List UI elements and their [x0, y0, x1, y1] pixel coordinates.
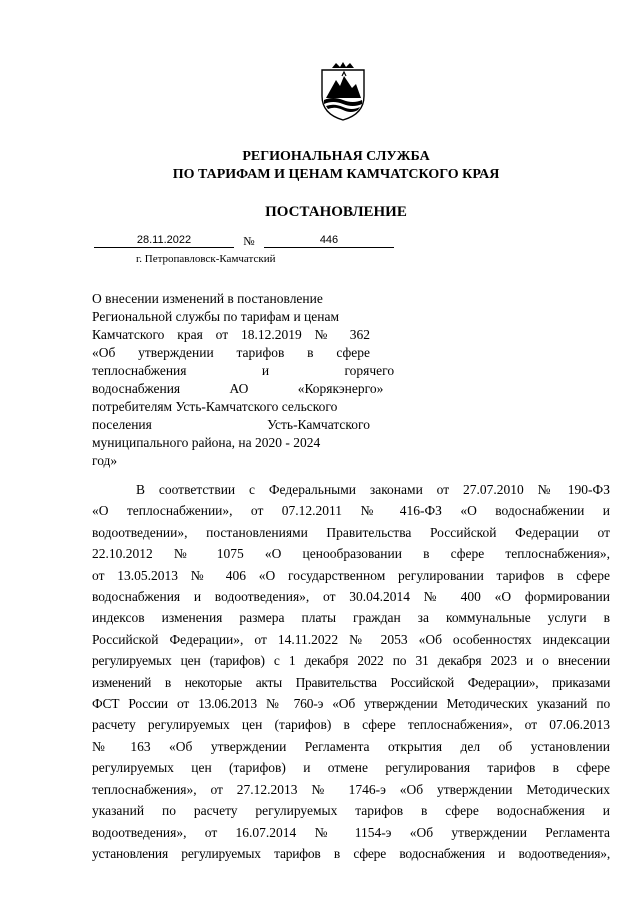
document-number: 446 — [264, 234, 394, 248]
body-line: установления регулируемых тарифов в сфере водоснабжения и водоотведения», — [92, 845, 610, 861]
registration-row — [94, 234, 394, 252]
preamble-paragraph — [92, 479, 610, 864]
document-date: 28.11.2022 — [94, 234, 234, 248]
body-line: расчету регулируемых цен (тарифов) в сфере теплоснабжения», от 07.06.2013 — [92, 717, 610, 733]
org-name-line2: ПО ТАРИФАМ И ЦЕНАМ КАМЧАТСКОГО КРАЯ — [172, 167, 500, 182]
document-type-title: ПОСТАНОВЛЕНИЕ — [265, 204, 407, 220]
body-line: указаний по расчету регулируемых тарифов в сфере водоснабжения и — [92, 803, 610, 819]
body-line: водоснабжения и водоотведения», от 30.04.2014 № 400 «О формировании — [92, 589, 610, 605]
coat-of-arms-icon — [318, 62, 368, 122]
body-line: ФСТ России от 13.06.2013 № 760-э «Об утверждении Методических указаний по — [92, 696, 610, 712]
subject-line: поселения Усть-Камчатского — [92, 417, 370, 432]
subject-line: муниципального района, на 2020 - 2024 — [92, 435, 321, 450]
subject-line: Региональной службы по тарифам и ценам — [92, 309, 340, 324]
body-line: В соответствии с Федеральными законами от 27.07.2010 № 190-ФЗ — [136, 482, 610, 497]
org-name-line1: РЕГИОНАЛЬНАЯ СЛУЖБА — [242, 149, 430, 164]
body-line: индексов изменения размера платы граждан за коммунальные услуги в — [92, 610, 610, 626]
number-sign: № — [243, 234, 255, 248]
subject-line: «Об утверждении тарифов в сфере — [92, 345, 370, 360]
body-line: 22.10.2012 № 1075 «О ценообразовании в сфере теплоснабжения», — [92, 546, 610, 562]
subject-line: год» — [92, 453, 118, 468]
document-subject — [92, 290, 395, 470]
city-name: г. Петропавловск-Камчатский — [136, 253, 276, 265]
body-line: водоотведения», от 16.07.2014 № 1154-э «Об утверждении Регламента — [92, 824, 610, 840]
subject-line: теплоснабжения и горячего — [92, 363, 395, 378]
body-line: регулируемых цен (тарифов) с 1 декабря 2022 по 31 декабря 2023 и о внесении — [92, 653, 610, 669]
body-line: регулируемых цен (тарифов) и отмене регулирования тарифов в сфере — [92, 760, 610, 776]
subject-line: водоснабжения АО «Корякэнерго» — [92, 381, 384, 396]
body-line: водоотведении», постановлениями Правительства Российской Федерации от — [92, 524, 610, 540]
body-line: Российской Федерации», от 14.11.2022 № 2053 «Об особенностях индексации — [92, 631, 610, 647]
body-line: № 163 «Об утверждении Регламента открытия дел об установлении — [92, 738, 610, 754]
body-line: теплоснабжения», от 27.12.2013 № 1746-э «Об утверждении Методических — [92, 781, 610, 797]
subject-line: О внесении изменений в постановление — [92, 291, 323, 306]
body-line: «О теплоснабжении», от 07.12.2011 № 416-ФЗ «О водоснабжении и — [92, 503, 610, 519]
body-line: от 13.05.2013 № 406 «О государственном регулировании тарифов в сфере — [92, 567, 610, 583]
body-line: изменений в некоторые акты Правительства Российской Федерации», приказами — [92, 674, 610, 690]
subject-line: потребителям Усть-Камчатского сельского — [92, 399, 338, 414]
subject-line: Камчатского края от 18.12.2019 № 362 — [92, 327, 370, 342]
